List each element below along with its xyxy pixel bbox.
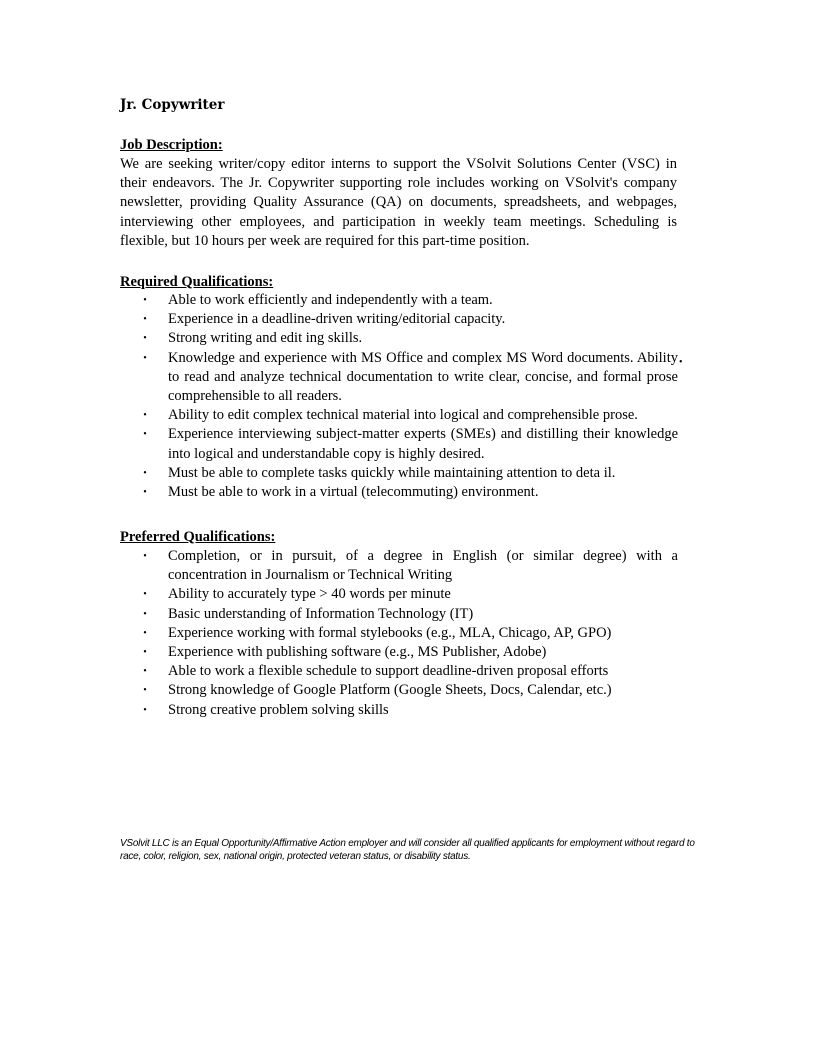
- list-item-text: Experience working with formal stylebooks (e.g., MLA, Chicago, AP, GPO): [168, 624, 612, 641]
- list-item: [138, 349, 678, 407]
- list-item-text: Must be able to work in a virtual (telecommuting) environment.: [168, 484, 539, 501]
- list-item-text: Experience with publishing software (e.g., MS Publisher, Adobe): [168, 644, 547, 661]
- list-item-text: Experience in a deadline-driven writing/editorial capacity.: [168, 311, 506, 328]
- bullet-icon: •: [143, 467, 147, 479]
- list-item: [138, 662, 678, 681]
- bullet-icon: •: [143, 627, 147, 639]
- preferred-qualifications-heading: Preferred Qualifications:: [120, 529, 276, 545]
- list-item: [138, 425, 678, 463]
- list-item-text: Strong knowledge of Google Platform (Google Sheets, Docs, Calendar, etc.): [168, 682, 612, 699]
- list-item-text: Experience interviewing subject-matter experts (SMEs) and distilling their knowledge into logical and understandable copy is highly desired.: [168, 426, 678, 462]
- list-item-text: Knowledge and experience with MS Office and complex MS Word documents. Ability to read and analyze technical documentation to write clear, concise, and formal prose comprehensible to all readers.: [168, 349, 678, 405]
- bullet-icon: •: [143, 647, 147, 659]
- job-description-body: We are seeking writer/copy editor interns to support the VSolvit Solutions Center (VSC) in their endeavors. The Jr. Copywriter supporting role includes working on VSolvit's company newsletter, providing Quality Assurance (QA) on documents, spreadsheets, and webpages, interviewing other employees, and participation in weekly team meetings. Scheduling is flexible, but 10 hours per week are required for this part-time position.: [120, 156, 677, 249]
- list-item: [138, 547, 678, 585]
- list-item-text: Strong creative problem solving skills: [168, 701, 389, 718]
- list-item: [138, 605, 678, 624]
- list-item: [138, 464, 678, 483]
- bullet-icon: •: [143, 685, 147, 697]
- list-item: [138, 624, 678, 643]
- list-item: [138, 483, 678, 502]
- list-item-text: Basic understanding of Information Technology (IT): [168, 605, 474, 622]
- list-item-text: Able to work efficiently and independently with a team.: [168, 292, 493, 308]
- list-item-text: Able to work a flexible schedule to support deadline-driven proposal efforts: [168, 663, 609, 680]
- list-item: [138, 310, 678, 329]
- job-description-heading: Job Description:: [120, 137, 223, 153]
- bullet-icon: •: [143, 551, 147, 562]
- list-item-text: Ability to edit complex technical material into logical and comprehensible prose.: [168, 407, 638, 424]
- bullet-icon: •: [143, 704, 147, 716]
- bullet-icon: •: [143, 487, 147, 499]
- preferred-qualifications-list: [138, 547, 678, 720]
- list-item: [138, 643, 678, 662]
- document-title: Jr. Copywriter: [120, 97, 225, 113]
- list-item-text: Completion, or in pursuit, of a degree in English (or similar degree) with a concentration in Journalism or Technical Writing: [168, 548, 678, 584]
- stray-bullet-icon: •: [679, 357, 683, 368]
- bullet-icon: •: [143, 314, 147, 326]
- bullet-icon: •: [143, 666, 147, 678]
- list-item: [138, 406, 678, 425]
- list-item: [138, 681, 678, 700]
- list-item-text: Must be able to complete tasks quickly while maintaining attention to deta il.: [168, 464, 616, 481]
- list-item-text: Strong writing and edit ing skills.: [168, 330, 363, 347]
- list-item: [138, 585, 678, 604]
- list-item: [138, 701, 678, 720]
- bullet-icon: •: [143, 608, 147, 620]
- list-item: [138, 329, 678, 348]
- bullet-icon: •: [143, 410, 147, 422]
- bullet-icon: •: [143, 333, 147, 345]
- list-item: [138, 291, 678, 310]
- bullet-icon: •: [143, 352, 147, 364]
- required-qualifications-list: [138, 291, 678, 502]
- bullet-icon: •: [143, 429, 147, 441]
- bullet-icon: •: [143, 589, 147, 601]
- required-qualifications-heading: Required Qualifications:: [120, 274, 274, 290]
- list-item-text: Ability to accurately type > 40 words per minute: [168, 586, 451, 603]
- bullet-icon: •: [143, 295, 147, 306]
- eeo-footer-note: VSolvit LLC is an Equal Opportunity/Affirmative Action employer and will consider all qualified applicants for employment without regard to race, color, religion, sex, national origin, protected veteran status, or disability status.: [120, 838, 695, 862]
